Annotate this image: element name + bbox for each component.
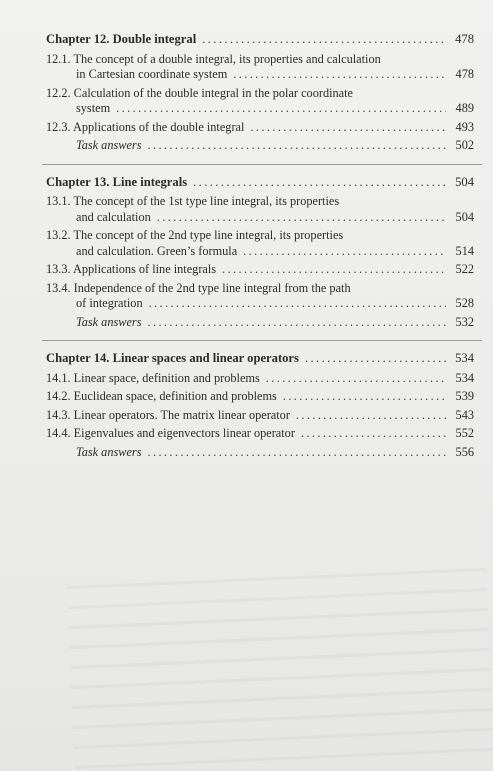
section-13-1: [46, 194, 474, 225]
dot-leader: [266, 371, 446, 387]
section-title: 12.3. Applications of the double integral: [46, 119, 245, 134]
section-title: 13.1. The concept of the 1st type line integral, its properties: [46, 194, 340, 208]
dot-leader: [193, 175, 446, 191]
dot-leader: [233, 67, 446, 83]
page-number: 514: [455, 243, 474, 258]
section-title-cont: of integration: [76, 296, 143, 310]
section-title: 13.4. Independence of the 2nd type line integral from the path: [46, 280, 351, 295]
section-12-3: [46, 120, 474, 136]
page-number: 478: [455, 67, 474, 81]
page-number: 493: [455, 119, 474, 134]
page-number: 539: [455, 389, 474, 403]
chapter-12-entry: [46, 32, 474, 48]
page-number: 534: [455, 370, 474, 385]
page-number: 556: [455, 444, 474, 459]
dot-leader: [296, 408, 446, 424]
section-title: 13.3. Applications of line integrals: [46, 262, 217, 276]
page-number: 552: [455, 426, 474, 440]
section-14-4: [46, 426, 474, 442]
section-title: 13.2. The concept of the 2nd type line integral, its properties: [46, 228, 344, 242]
dot-leader: [148, 138, 447, 154]
section-title-cont: and calculation. Green’s formula: [76, 243, 238, 258]
page-number: 504: [455, 174, 474, 189]
dot-leader: [301, 426, 446, 442]
task-answers-13: [46, 315, 474, 331]
page-number: 522: [455, 262, 474, 276]
page-number: 489: [455, 101, 474, 115]
dot-leader: [243, 244, 446, 260]
table-of-contents: [46, 32, 474, 460]
section-12-1: [46, 52, 474, 83]
section-title: 12.2. Calculation of the double integral in the polar coordinate: [46, 85, 353, 100]
dot-leader: [202, 32, 446, 48]
page-number: 528: [455, 296, 474, 310]
chapter-13-entry: [46, 175, 474, 191]
task-answers-label: Task answers: [76, 138, 142, 152]
chapter-title: Chapter 12. Double integral: [46, 32, 197, 46]
task-answers-12: [46, 138, 474, 154]
dot-leader: [148, 315, 447, 331]
section-13-4: [46, 281, 474, 312]
dot-leader: [149, 296, 446, 312]
page-number: 478: [455, 32, 474, 46]
dot-leader: [283, 389, 446, 405]
dot-leader: [148, 445, 447, 461]
task-answers-label: Task answers: [76, 314, 142, 329]
section-title: 12.1. The concept of a double integral, its properties and calculation: [46, 51, 381, 66]
chapter-title: Chapter 14. Linear spaces and linear operators: [46, 351, 299, 365]
section-title-cont: system: [76, 101, 111, 115]
section-13-2: [46, 228, 474, 259]
divider: [42, 164, 482, 165]
dot-leader: [157, 210, 446, 226]
dot-leader: [222, 262, 446, 278]
divider: [42, 340, 482, 341]
section-title: 14.2. Euclidean space, definition and problems: [46, 389, 277, 403]
section-title: 14.3. Linear operators. The matrix linear operator: [46, 407, 290, 422]
page-number: 502: [455, 138, 474, 152]
dot-leader: [305, 351, 446, 367]
section-14-3: [46, 408, 474, 424]
section-title-cont: in Cartesian coordinate system: [76, 67, 228, 81]
section-14-1: [46, 371, 474, 387]
page-number: 504: [455, 209, 474, 224]
chapter-title: Chapter 13. Line integrals: [46, 174, 188, 189]
section-14-2: [46, 389, 474, 405]
dot-leader: [250, 120, 446, 136]
page-number: 543: [455, 407, 474, 422]
task-answers-label: Task answers: [76, 444, 142, 459]
section-13-3: [46, 262, 474, 278]
task-answers-14: [46, 445, 474, 461]
show-through-text: [66, 551, 493, 769]
chapter-14-entry: [46, 351, 474, 367]
dot-leader: [116, 101, 446, 117]
section-title: 14.4. Eigenvalues and eigenvectors linear operator: [46, 426, 295, 440]
section-12-2: [46, 86, 474, 117]
page-number: 532: [455, 314, 474, 329]
section-title-cont: and calculation: [76, 209, 151, 224]
page-number: 534: [455, 351, 474, 365]
section-title: 14.1. Linear space, definition and problems: [46, 370, 260, 385]
